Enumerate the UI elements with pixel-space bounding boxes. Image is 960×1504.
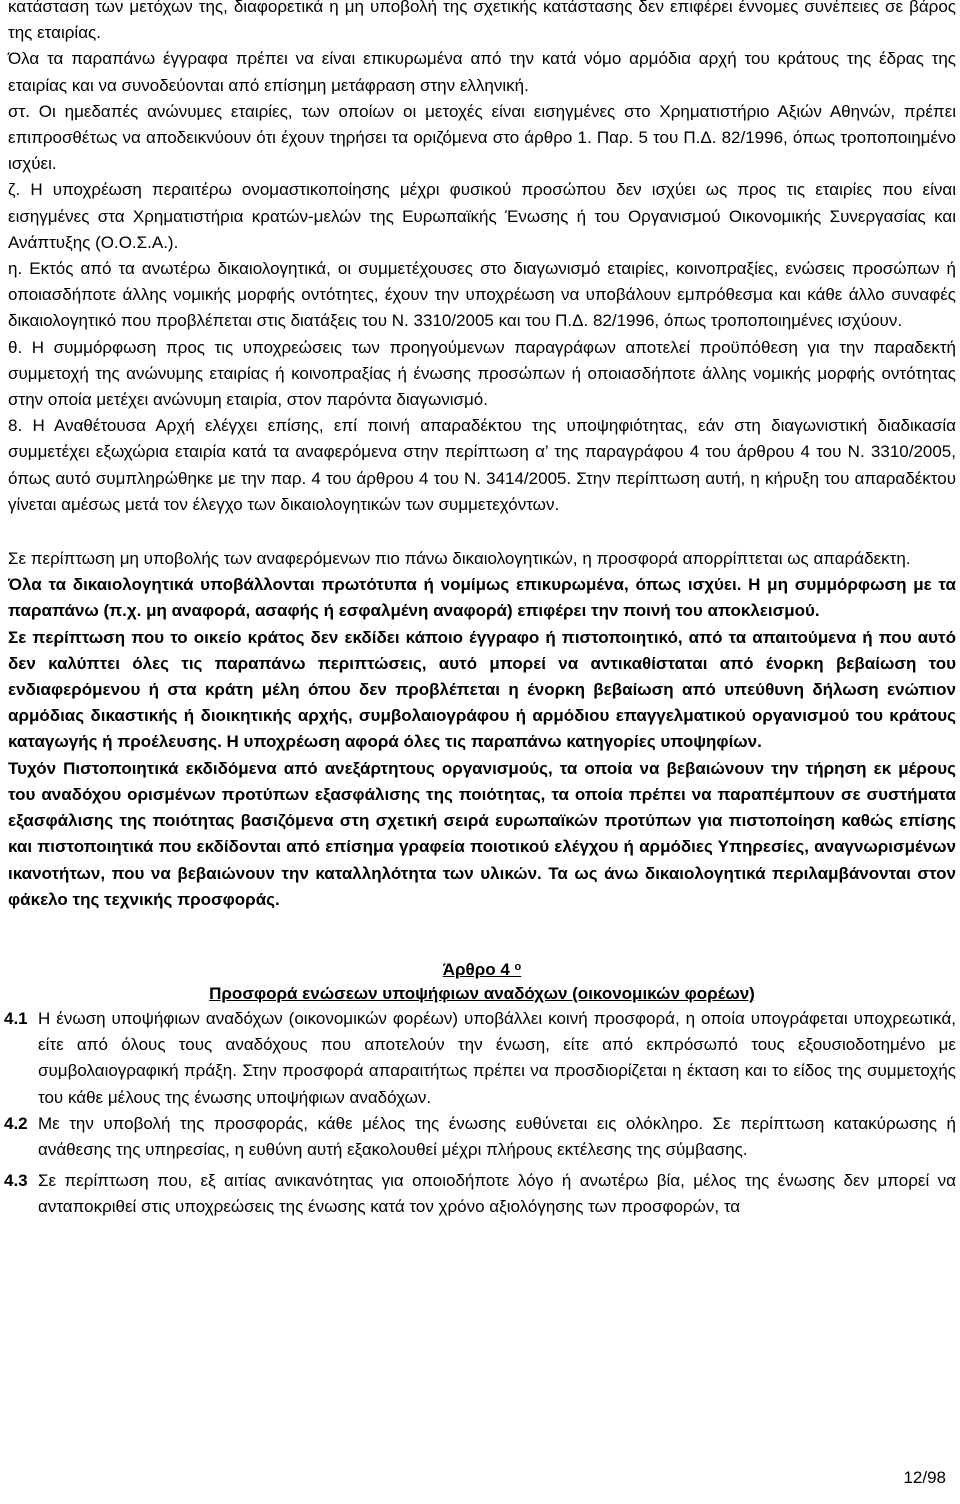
paragraph-text: Η ένωση υποψήφιων αναδόχων (οικονομικών φορέων) υποβάλλει κοινή προσφορά, η οποία υπογράφεται υποχρεωτικά, είτε από όλους τους αναδόχους που αποτελούν την ένωση, είτε από εκπρόσωπό τους εξουσιοδοτημένο με συμβολαιογραφική πράξη. Στην προσφορά απαραιτήτως πρέπει να προσδιορίζεται η έκταση και το είδος της συμμετοχής του κάθε μέλους της ένωσης υποψήφιων αναδόχων. — [38, 1008, 956, 1107]
paragraph-st-listed-companies: στ. Οι ημεδαπές ανώνυμες εταιρίες, των οποίων οι μετοχές είναι εισηγμένες στο Χρηματιστήριο Αξιών Αθηνών, πρέπει επιπροσθέτως να αποδεικνύουν ότι έχουν τηρήσει τα οριζόμενα στο άρθρο 1. Παρ. 5 του Π.Δ. 82/1996, όπως τροποποιημένο ισχύει. — [8, 101, 956, 174]
article-title — [8, 958, 956, 982]
paragraph-number: 4.3 — [4, 1171, 28, 1191]
paragraph-shareholders-status: κατάσταση των μετόχων της, διαφορετικά η μη υποβολή της σχετικής κατάστασης δεν επιφέρει έννομες συνέπειες σε βάρος της εταιρίας. — [8, 0, 956, 43]
paragraph-text: Σε περίπτωση που, εξ αιτίας ανικανότητας για οποιοδήποτε λόγο ή ανωτέρω βία, μέλος της ένωσης δεν μπορεί να ανταποκριθεί στις υποχρεώσεις της ένωσης κατά τον χρόνο αξιολόγησης των προσφορών, τα — [38, 1171, 956, 1217]
paragraph-rejection: Σε περίπτωση μη υποβολής των αναφερόμενων πιο πάνω δικαιολογητικών, η προσφορά απορρίπτεται ως απαράδεκτη. — [8, 549, 911, 569]
paragraph-quality-certificates: Τυχόν Πιστοποιητικά εκδιδόμενα από ανεξάρτητους οργανισμούς, τα οποία να βεβαιώνουν την τήρηση εκ μέρους του αναδόχου ορισμένων προτύπων εξασφάλισης της ποιότητας, τα οποία πρέπει να παραπέμπουν σε συστήματα εξασφάλισης της ποιότητας βασιζόμενα στη σχετική σειρά ευρωπαϊκών προτύπων για πιστοποίηση καθώς επίσης και πιστοποιητικά που εκδίδονται από επίσημα γραφεία ποιοτικού ελέγχου ή αρμόδιες Υπηρεσίες, αναγνωρισμένων ικανοτήτων, που να βεβαιώνουν την καταλληλότητα των υλικών. Τα ως άνω δικαιολογητικά περιλαμβάνονται στον φάκελο της τεχνικής προσφοράς. — [8, 758, 956, 909]
paragraph-i-additional-documents: η. Εκτός από τα ανωτέρω δικαιολογητικά, οι συμμετέχουσες στο διαγωνισμό εταιρίες, κοινοπραξίες, ενώσεις προσώπων ή οποιασδήποτε άλλης νομικής μορφής οντότητες, έχουν την υποχρέωση να υποβάλουν εμπρόθεσμα και κάθε άλλο συναφές δικαιολογητικό που προβλέπεται στις διατάξεις του Ν. 3310/2005 και του Π.Δ. 82/1996, όπως τροποποιημένες ισχύουν. — [8, 259, 956, 331]
article-subtitle: Προσφορά ενώσεων υποψήφιων αναδόχων (οικονομικών φορέων) — [209, 983, 755, 1003]
page-number: 12/98 — [903, 1468, 946, 1487]
paragraph-sworn-declaration: Σε περίπτωση που το οικείο κράτος δεν εκδίδει κάποιο έγγραφο ή πιστοποιητικό, από τα απαιτούμενα ή που αυτό δεν καλύπτει όλες τις παραπάνω περιπτώσεις, αυτό μπορεί να αντικαθίσταται από ένορκη βεβαίωση του ενδιαφερόμενου ή στα κράτη μέλη όπου δεν προβλέπεται η ένορκη βεβαίωση από υπεύθυνη δήλωση ενώπιον αρμόδιας δικαστικής ή διοικητικής αρχής, συμβολαιογράφου ή αρμόδιου επαγγελματικού οργανισμού του κράτους καταγωγής ή προέλευσης. Η υποχρέωση αφορά όλες τις παραπάνω κατηγορίες υποψηφίων. — [8, 627, 956, 752]
numbered-paragraph — [4, 1168, 956, 1220]
spacer — [8, 518, 956, 546]
article-title-text: Άρθρο 4 — [442, 959, 510, 979]
paragraph-z-exemption: ζ. Η υποχρέωση περαιτέρω ονομαστικοποίησης μέχρι φυσικού προσώπου δεν ισχύει ως προς τις εταιρίες που είναι εισηγμένες στα Χρηματιστήρια κρατών-μελών της Ευρωπαϊκής Ένωσης ή του Οργανισμού Οικονομικής Συνεργασίας και Ανάπτυξης (Ο.Ο.Σ.Α.). — [8, 180, 956, 252]
paragraph-certified-documents: Όλα τα παραπάνω έγγραφα πρέπει να είναι επικυρωμένα από την κατά νόμο αρμόδια αρχή του κράτους της έδρας της εταιρίας και να συνοδεύονται από επίσημη μετάφραση στην ελληνική. — [8, 49, 956, 95]
paragraph-text: Με την υποβολή της προσφοράς, κάθε μέλος της ένωσης ευθύνεται εις ολόκληρο. Σε περίπτωση κατακύρωσης ή ανάθεσης της υπηρεσίας, η ευθύνη αυτή εξακολουθεί μέχρι πλήρους εκτέλεσης της σύμβασης. — [38, 1113, 956, 1159]
paragraph-original-documents: Όλα τα δικαιολογητικά υποβάλλονται πρωτότυπα ή νομίμως επικυρωμένα, όπως ισχύει. Η μη συμμόρφωση με τα παραπάνω (π.χ. μη αναφορά, ασαφής ή εσφαλμένη αναφορά) επιφέρει την ποινή του αποκλεισμού. — [8, 575, 956, 621]
spacer — [8, 913, 956, 958]
paragraph-8-offshore-check: 8. Η Αναθέτουσα Αρχή ελέγχει επίσης, επί ποινή απαραδέκτου της υποψηφιότητας, εάν στη διαγωνιστική διαδικασία συμμετέχει εξωχώρια εταιρία κατά τα αναφερόμενα στην περίπτωση α’ της παραγράφου 4 του άρθρου 4 του Ν. 3310/2005, όπως αυτό συμπληρώθηκε με την παρ. 4 του άρθρου 4 του Ν. 3414/2005. Στην περίπτωση αυτή, η κήρυξη του απαραδέκτου γίνεται αμέσως μετά τον έλεγχο των δικαιολογητικών των συμμετεχόντων. — [8, 416, 956, 514]
paragraph-th-compliance: θ. Η συμμόρφωση προς τις υποχρεώσεις των προηγούμενων παραγράφων αποτελεί προϋπόθεση για την παραδεκτή συμμετοχή της ανώνυμης εταιρίας ή κοινοπραξίας ή ένωσης προσώπων ή οποιασδήποτε άλλης νομικής μορφής οντότητας στην οποία μετέχει ανώνυμη εταιρία, στον παρόντα διαγωνισμό. — [8, 337, 956, 410]
article-title-superscript: ο — [514, 960, 522, 973]
paragraph-number: 4.2 — [4, 1113, 28, 1133]
numbered-paragraph — [4, 1006, 956, 1111]
paragraph-number: 4.1 — [4, 1008, 28, 1028]
numbered-paragraph — [4, 1111, 956, 1163]
document-page — [4, 0, 956, 1221]
